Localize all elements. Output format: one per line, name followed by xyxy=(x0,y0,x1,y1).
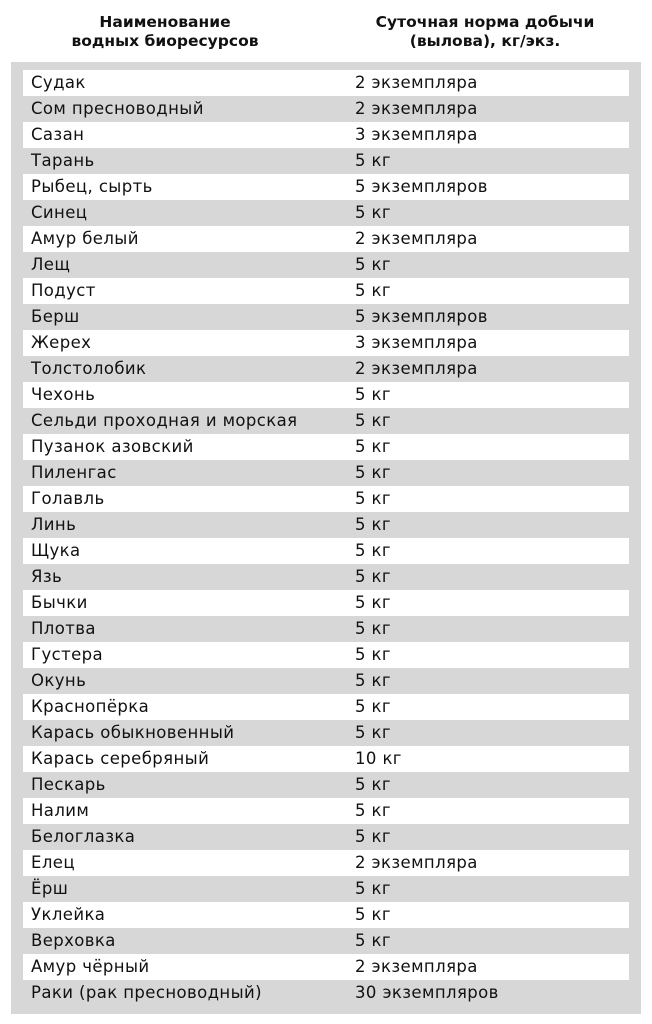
daily-norm-cell: 5 кг xyxy=(355,671,391,690)
table-row xyxy=(23,980,629,1006)
daily-norm-cell: 5 кг xyxy=(355,281,391,300)
daily-norm-cell: 5 кг xyxy=(355,827,391,846)
table-row xyxy=(23,876,629,902)
species-name-cell: Белоглазка xyxy=(31,827,136,846)
column-header-norm xyxy=(350,13,620,51)
daily-norm-cell: 5 кг xyxy=(355,931,391,950)
daily-norm-cell: 5 кг xyxy=(355,645,391,664)
table-row xyxy=(23,96,629,122)
species-name-cell: Елец xyxy=(31,853,75,872)
column-header-name-line1: Наименование xyxy=(99,13,231,31)
species-name-cell: Амур белый xyxy=(31,229,139,248)
table-row xyxy=(23,512,629,538)
daily-norm-cell: 2 экземпляра xyxy=(355,229,478,248)
table-row xyxy=(23,902,629,928)
table-row xyxy=(23,850,629,876)
table-row xyxy=(23,460,629,486)
daily-norm-cell: 5 кг xyxy=(355,905,391,924)
species-name-cell: Пиленгас xyxy=(31,463,117,482)
species-name-cell: Толстолобик xyxy=(31,359,147,378)
species-name-cell: Подуст xyxy=(31,281,96,300)
daily-norm-cell: 5 кг xyxy=(355,619,391,638)
species-name-cell: Окунь xyxy=(31,671,87,690)
species-name-cell: Сельди проходная и морская xyxy=(31,411,298,430)
table-row xyxy=(23,122,629,148)
table-body xyxy=(23,70,629,1006)
table-row xyxy=(23,434,629,460)
species-name-cell: Плотва xyxy=(31,619,96,638)
species-name-cell: Уклейка xyxy=(31,905,106,924)
table-row xyxy=(23,148,629,174)
daily-norm-cell: 30 экземпляров xyxy=(355,983,499,1002)
species-name-cell: Ёрш xyxy=(31,879,69,898)
species-name-cell: Жерех xyxy=(31,333,92,352)
table-row xyxy=(23,798,629,824)
species-name-cell: Голавль xyxy=(31,489,105,508)
table-row xyxy=(23,408,629,434)
table-row xyxy=(23,694,629,720)
daily-norm-cell: 2 экземпляра xyxy=(355,99,478,118)
species-name-cell: Сом пресноводный xyxy=(31,99,204,118)
daily-norm-cell: 5 кг xyxy=(355,203,391,222)
table-row xyxy=(23,278,629,304)
table-row xyxy=(23,70,629,96)
table-row xyxy=(23,382,629,408)
column-header-name-line2: водных биоресурсов xyxy=(71,32,259,50)
table-row xyxy=(23,174,629,200)
table-row xyxy=(23,772,629,798)
daily-norm-cell: 5 кг xyxy=(355,489,391,508)
table-row xyxy=(23,356,629,382)
table-row xyxy=(23,590,629,616)
fishing-norms-table xyxy=(11,62,641,1014)
species-name-cell: Линь xyxy=(31,515,77,534)
daily-norm-cell: 5 кг xyxy=(355,697,391,716)
daily-norm-cell: 3 экземпляра xyxy=(355,333,478,352)
species-name-cell: Чехонь xyxy=(31,385,96,404)
column-header-name xyxy=(40,13,290,51)
species-name-cell: Тарань xyxy=(31,151,95,170)
species-name-cell: Язь xyxy=(31,567,63,586)
species-name-cell: Лещ xyxy=(31,255,71,274)
table-row xyxy=(23,304,629,330)
table-row xyxy=(23,538,629,564)
daily-norm-cell: 5 кг xyxy=(355,567,391,586)
table-row xyxy=(23,486,629,512)
table-row xyxy=(23,564,629,590)
daily-norm-cell: 2 экземпляра xyxy=(355,957,478,976)
species-name-cell: Пузанок азовский xyxy=(31,437,194,456)
daily-norm-cell: 5 кг xyxy=(355,593,391,612)
table-row xyxy=(23,746,629,772)
table-row xyxy=(23,954,629,980)
table-row xyxy=(23,330,629,356)
species-name-cell: Раки (рак пресноводный) xyxy=(31,983,262,1002)
species-name-cell: Карась обыкновенный xyxy=(31,723,235,742)
table-header xyxy=(0,0,652,60)
daily-norm-cell: 5 экземпляров xyxy=(355,307,488,326)
table-row xyxy=(23,252,629,278)
species-name-cell: Берш xyxy=(31,307,80,326)
species-name-cell: Налим xyxy=(31,801,90,820)
daily-norm-cell: 2 экземпляра xyxy=(355,359,478,378)
table-row xyxy=(23,928,629,954)
species-name-cell: Краснопёрка xyxy=(31,697,150,716)
species-name-cell: Густера xyxy=(31,645,104,664)
daily-norm-cell: 5 кг xyxy=(355,411,391,430)
daily-norm-cell: 5 кг xyxy=(355,723,391,742)
table-row xyxy=(23,720,629,746)
table-row xyxy=(23,200,629,226)
daily-norm-cell: 5 кг xyxy=(355,255,391,274)
daily-norm-cell: 2 экземпляра xyxy=(355,73,478,92)
table-row xyxy=(23,642,629,668)
daily-norm-cell: 5 кг xyxy=(355,801,391,820)
daily-norm-cell: 2 экземпляра xyxy=(355,853,478,872)
species-name-cell: Бычки xyxy=(31,593,88,612)
daily-norm-cell: 10 кг xyxy=(355,749,402,768)
daily-norm-cell: 5 кг xyxy=(355,463,391,482)
daily-norm-cell: 5 кг xyxy=(355,515,391,534)
species-name-cell: Пескарь xyxy=(31,775,106,794)
daily-norm-cell: 5 кг xyxy=(355,541,391,560)
species-name-cell: Амур чёрный xyxy=(31,957,150,976)
table-row xyxy=(23,668,629,694)
daily-norm-cell: 5 экземпляров xyxy=(355,177,488,196)
species-name-cell: Щука xyxy=(31,541,81,560)
table-row xyxy=(23,616,629,642)
species-name-cell: Синец xyxy=(31,203,88,222)
species-name-cell: Рыбец, сырть xyxy=(31,177,153,196)
species-name-cell: Сазан xyxy=(31,125,85,144)
daily-norm-cell: 5 кг xyxy=(355,385,391,404)
column-header-norm-line1: Суточная норма добычи xyxy=(375,13,595,31)
daily-norm-cell: 5 кг xyxy=(355,437,391,456)
species-name-cell: Карась серебряный xyxy=(31,749,210,768)
daily-norm-cell: 5 кг xyxy=(355,151,391,170)
species-name-cell: Верховка xyxy=(31,931,116,950)
daily-norm-cell: 5 кг xyxy=(355,879,391,898)
daily-norm-cell: 5 кг xyxy=(355,775,391,794)
column-header-norm-line2: (вылова), кг/экз. xyxy=(409,32,561,50)
table-row xyxy=(23,824,629,850)
species-name-cell: Судак xyxy=(31,73,86,92)
table-row xyxy=(23,226,629,252)
daily-norm-cell: 3 экземпляра xyxy=(355,125,478,144)
